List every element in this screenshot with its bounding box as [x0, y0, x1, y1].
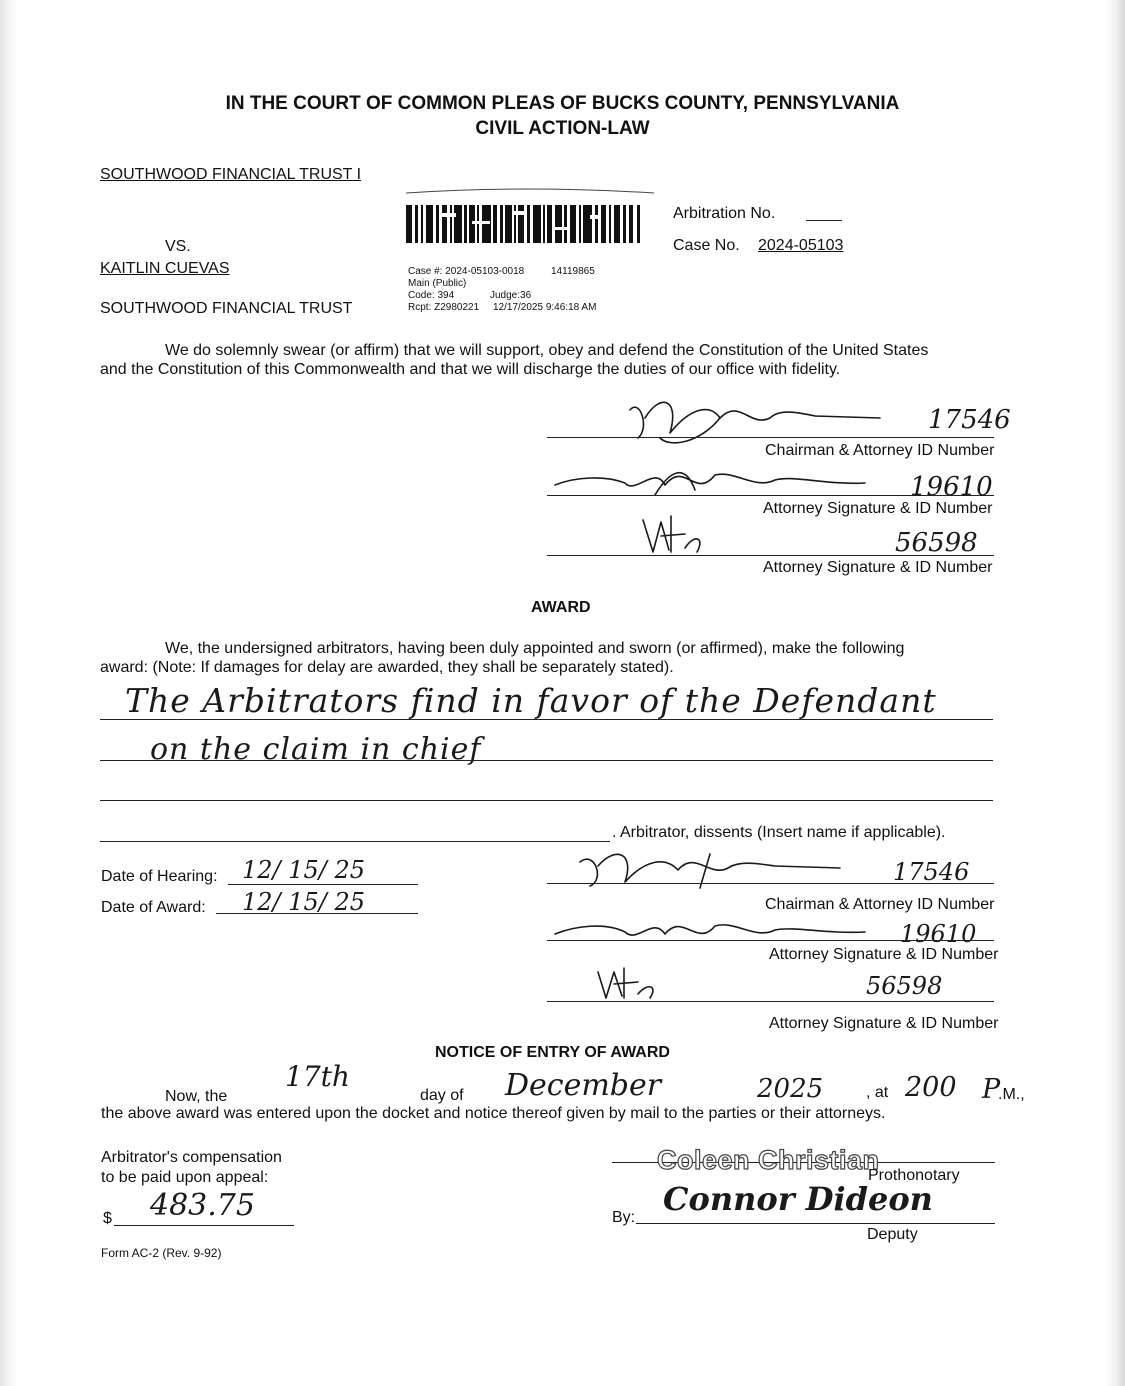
plaintiff-name-repeat: SOUTHWOOD FINANCIAL TRUST: [100, 300, 353, 317]
award-chairman-signature: [560, 842, 870, 892]
compensation-amount: 483.75: [150, 1188, 255, 1223]
case-no-value: 2024-05103: [758, 237, 844, 254]
compensation-label-2: to be paid upon appeal:: [101, 1169, 269, 1186]
currency-symbol: $: [103, 1210, 112, 1227]
award-line-1: We, the undersigned arbitrators, having been duly appointed and sworn (or affirmed), make the following: [165, 640, 905, 657]
deputy-line: [636, 1223, 995, 1224]
stamp-code: Code: 394: [408, 290, 455, 301]
award-heading: AWARD: [531, 599, 591, 616]
now-the-label: Now, the: [165, 1088, 228, 1105]
form-number: Form AC-2 (Rev. 9-92): [101, 1246, 222, 1260]
arbitration-no-label: Arbitration No.: [673, 205, 776, 222]
stamp-id-number: 14119865: [551, 266, 595, 277]
plaintiff-name: SOUTHWOOD FINANCIAL TRUST I: [100, 166, 362, 183]
award-line-chairman: [547, 883, 994, 884]
oath-line-attorney-1: [547, 495, 994, 496]
attorney-1-label: Attorney Signature & ID Number: [763, 500, 993, 517]
attorney-1-id: 19610: [910, 472, 993, 502]
hearing-date-value: 12/ 15/ 25: [242, 856, 366, 884]
award-date-label: Date of Award:: [101, 899, 206, 916]
award-chairman-label: Chairman & Attorney ID Number: [765, 896, 995, 913]
award-line-2: award: (Note: If damages for delay are awarded, they shall be separately stated).: [100, 659, 674, 676]
award-chairman-id: 17546: [893, 858, 970, 886]
notice-year: 2025: [757, 1074, 824, 1104]
dissent-label: . Arbitrator, dissents (Insert name if applicable).: [612, 824, 946, 841]
scan-right-edge: [1105, 0, 1125, 1386]
handwritten-award-line-1: The Arbitrators find in favor of the Defendant: [125, 681, 937, 720]
stamp-main: Main (Public): [408, 278, 467, 289]
deputy-signature: Connor Dideon: [663, 1180, 933, 1218]
notice-entered-text: the above award was entered upon the docket and notice thereof given by mail to the parties or their attorneys.: [101, 1105, 886, 1122]
award-rule-2: [100, 760, 993, 761]
notice-time: 200: [905, 1072, 957, 1103]
award-rule-1: [100, 719, 993, 720]
award-attorney-1-label: Attorney Signature & ID Number: [769, 946, 999, 963]
award-attorney-1-id: 19610: [900, 920, 977, 948]
award-line-attorney-1: [547, 940, 994, 941]
compensation-label-1: Arbitrator's compensation: [101, 1149, 282, 1166]
barcode: [402, 187, 662, 257]
by-label: By:: [612, 1209, 636, 1226]
award-attorney-2-id: 56598: [866, 972, 943, 1000]
hearing-date-label: Date of Hearing:: [101, 868, 218, 885]
stamp-case-line: Case #: 2024-05103-0018: [408, 266, 525, 277]
award-line-attorney-2: [547, 1001, 994, 1002]
prothonotary-name-stamp: Coleen Christian: [657, 1145, 880, 1175]
compensation-line: [114, 1225, 294, 1226]
arbitration-no-line: [806, 220, 842, 221]
stamp-judge: Judge:36: [490, 290, 532, 301]
scan-left-edge: [0, 0, 18, 1386]
award-date-line: [216, 913, 418, 914]
notice-heading: NOTICE OF ENTRY OF AWARD: [435, 1044, 670, 1061]
chairman-signature: [600, 388, 920, 448]
at-label: , at: [866, 1084, 889, 1101]
stamp-receipt: Rcpt: Z2980221: [408, 302, 480, 313]
award-date-value: 12/ 15/ 25: [242, 888, 366, 916]
award-attorney-2-label: Attorney Signature & ID Number: [769, 1015, 999, 1032]
oath-line-2: and the Constitution of this Commonwealth and that we will discharge the duties of our office with fidelity.: [100, 361, 841, 378]
attorney-2-label: Attorney Signature & ID Number: [763, 559, 993, 576]
prothonotary-title: Prothonotary: [868, 1167, 960, 1184]
oath-line-1: We do solemnly swear (or affirm) that we will support, obey and defend the Constitution of the United States: [165, 342, 929, 359]
notice-meridiem-suffix: .M.,: [998, 1086, 1025, 1103]
award-rule-3: [100, 800, 993, 801]
award-attorney-signature-2: [590, 962, 670, 1002]
chairman-label: Chairman & Attorney ID Number: [765, 442, 995, 459]
stamp-timestamp: 12/17/2025 9:46:18 AM: [493, 302, 597, 313]
attorney-signature-1: [545, 455, 915, 505]
action-title: CIVIL ACTION-LAW: [475, 118, 650, 139]
oath-line-attorney-2: [547, 555, 994, 556]
court-title: IN THE COURT OF COMMON PLEAS OF BUCKS COUNTY, PENNSYLVANIA: [225, 93, 900, 114]
hearing-date-line: [228, 884, 418, 885]
dissent-name-line: [100, 841, 610, 842]
day-of-label: day of: [420, 1087, 464, 1104]
notice-day: 17th: [285, 1060, 350, 1093]
versus-label: VS.: [165, 238, 191, 255]
attorney-2-id: 56598: [895, 528, 978, 558]
defendant-name: KAITLIN CUEVAS: [100, 260, 230, 277]
case-no-label: Case No.: [673, 237, 740, 254]
notice-month: December: [505, 1068, 662, 1103]
attorney-signature-2: [635, 508, 715, 558]
deputy-label: Deputy: [867, 1226, 918, 1243]
chairman-id: 17546: [928, 405, 1011, 435]
handwritten-award-line-2: on the claim in chief: [150, 732, 482, 767]
notice-meridiem: P: [982, 1074, 1001, 1105]
oath-line-chairman: [547, 437, 994, 438]
